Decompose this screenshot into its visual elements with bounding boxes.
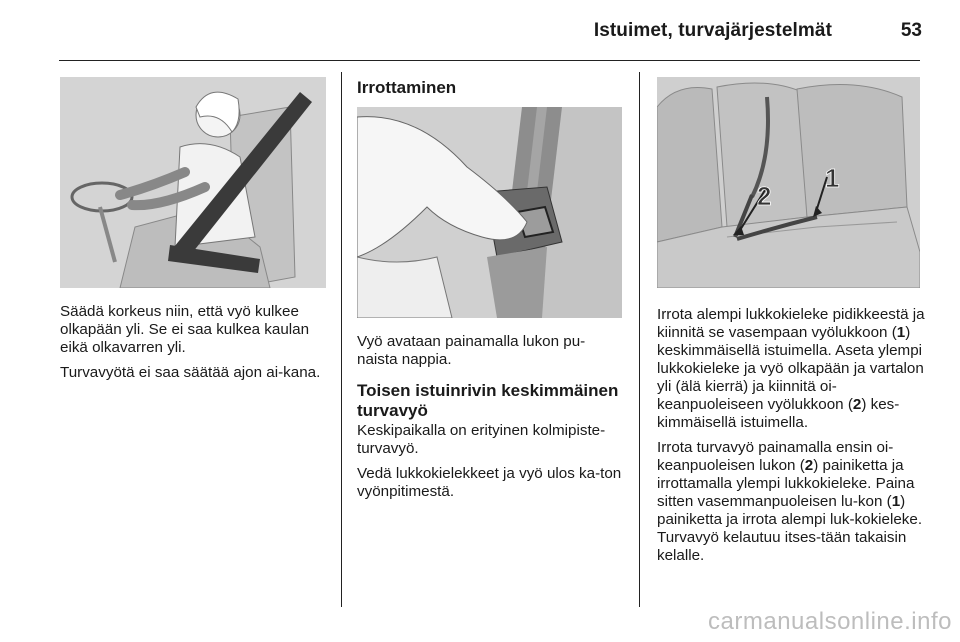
no-adjust-while-driving-paragraph: Turvavyötä ei saa säätää ajon ai-kana. [60, 364, 321, 381]
three-point-belt-paragraph: Keskipaikalla on erityinen kolmipiste-turvavyö. [357, 422, 606, 457]
page-header-title: Istuimet, turvajärjestelmät [593, 20, 832, 41]
buckle-release-illustration [357, 107, 622, 318]
height-adjust-paragraph: Säädä korkeus niin, että vyö kulkee olkapään yli. Se ei saa kulkea kaulan eikä olkavarren yli. [60, 303, 310, 356]
seatbelt-driver-illustration [60, 77, 326, 288]
column-divider-right [639, 72, 640, 607]
fasten-instructions-paragraph: Irrota alempi lukkokieleke pidikkeestä ja kiinnitä se vasempaan vyölukkoon (1) keskimmäisellä istuimella. Aseta ylempi lukkokieleke ja vyö olkapään ja vartalon yli (älä kierrä) ja kiinnitä oi-keanpuoleiseen vyölukkoon (2) kes-kimmäisellä istuimella. [657, 306, 925, 431]
unfasten-instructions-paragraph: Irrota turvavyö painamalla ensin oi-keanpuoleisen lukon (2) painiketta ja irrottamalla ylempi lukkokieleke. Paina sitten vasemmanpuoleisen lu-kon (1) painiketta ja irrota alempi luk-kokieleke. Turvavyö kelautuu itses-tään takaisin kelalle. [657, 439, 923, 564]
callout-2: 2 [757, 181, 772, 211]
page-number: 53 [900, 20, 922, 41]
callout-1: 1 [825, 163, 840, 193]
header-divider [59, 60, 920, 61]
middle-column-text [357, 333, 625, 508]
pull-tongues-paragraph: Vedä lukkokielekkeet ja vyö ulos ka-ton vyönpitimestä. [357, 465, 622, 500]
right-column-text [657, 306, 925, 572]
section-heading-center-belt: Toisen istuinrivin keskimmäinen turvavyö [357, 381, 619, 420]
rear-seat-belt-illustration [657, 77, 920, 288]
column-divider-left [341, 72, 342, 607]
left-column-text [60, 303, 328, 389]
watermark: carmanualsonline.info [708, 608, 952, 635]
release-paragraph: Vyö avataan painamalla lukon pu-naista nappia. [357, 333, 586, 368]
section-heading-irrottaminen: Irrottaminen [357, 78, 457, 97]
